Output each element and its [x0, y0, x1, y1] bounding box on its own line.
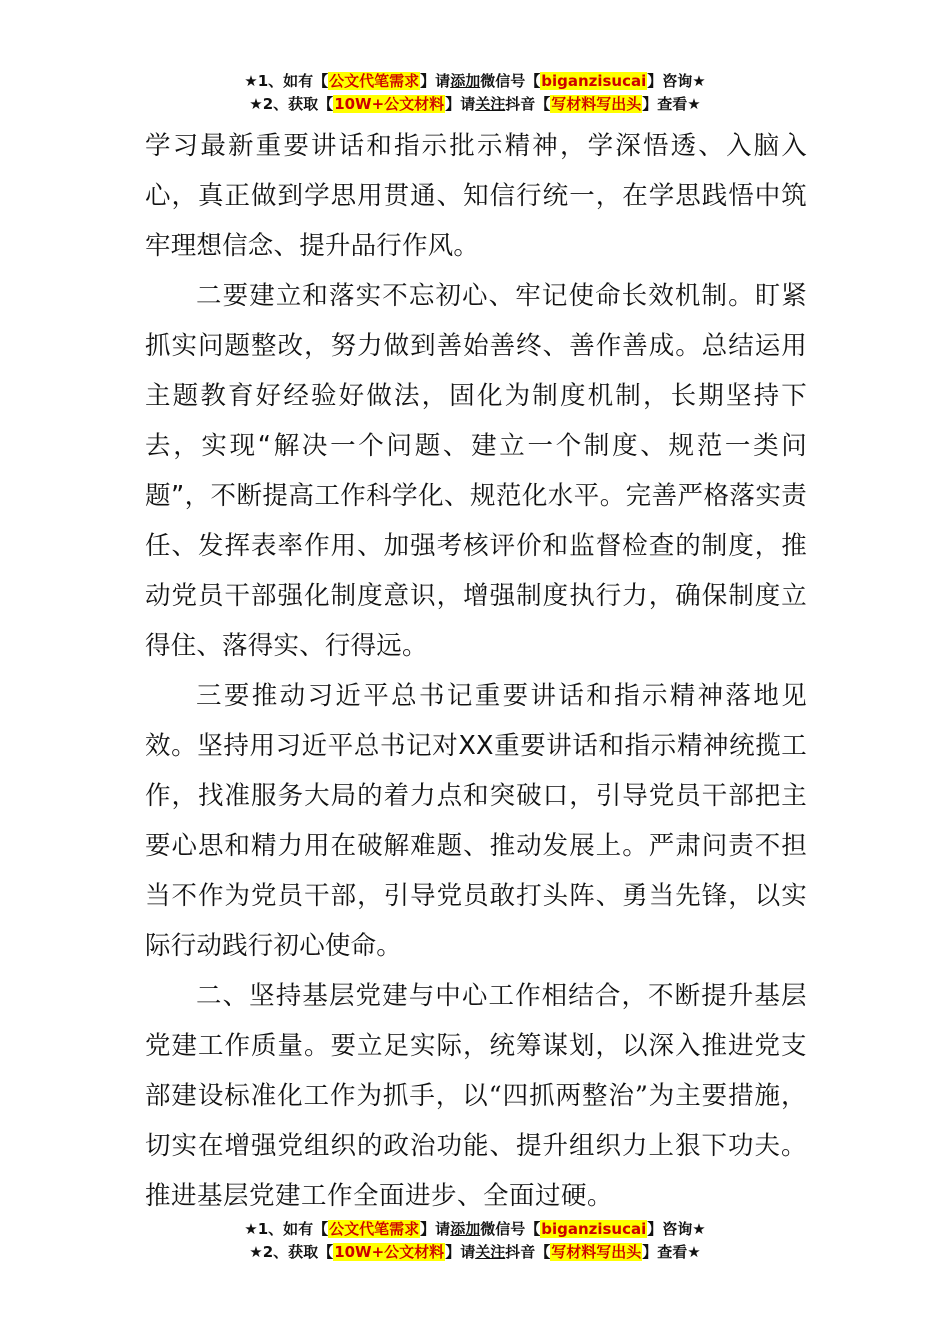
banner-text: 】咨询★ — [647, 1220, 706, 1238]
banner-text: 】请 — [420, 72, 451, 90]
douyin-account: 写材料写出头 — [551, 95, 642, 113]
banner-text: 】查看★ — [642, 1243, 701, 1261]
banner-line-2 — [0, 93, 950, 116]
underlined-text: 关注 — [475, 95, 506, 113]
document-body — [145, 121, 807, 1221]
underlined-text: 添加 — [450, 1220, 481, 1238]
banner-text: 抖音【 — [505, 95, 551, 113]
banner-text: 2、获取【 — [262, 95, 334, 113]
banner-text: 抖音【 — [505, 1243, 551, 1261]
paragraph-continuation: 学习最新重要讲话和指示批示精神，学深悟透、入脑入心，真正做到学思用贯通、知信行统一，在学思践悟中筑牢理想信念、提升品行作风。 — [145, 131, 807, 261]
header-banner — [0, 70, 950, 116]
banner-text: 微信号【 — [480, 1220, 541, 1238]
paragraph-third-requirement: 三要推动习近平总书记重要讲话和指示精神落地见效。坚持用习近平总书记对XX重要讲话和指示精神统揽工作，找准服务大局的着力点和突破口，引导党员干部把主要心思和精力用在破解难题、推动发展上。严肃问责不担当不作为党员干部，引导党员敢打头阵、勇当先锋，以实际行动践行初心使命。 — [145, 681, 807, 961]
banner-text: 1、如有【 — [257, 1220, 329, 1238]
underlined-text: 添加 — [450, 72, 481, 90]
highlight-text: 公文代笔需求 — [329, 1220, 420, 1238]
banner-text: 】请 — [420, 1220, 451, 1238]
banner-text: 】咨询★ — [647, 72, 706, 90]
douyin-account: 写材料写出头 — [551, 1243, 642, 1261]
underlined-text: 关注 — [475, 1243, 506, 1261]
highlight-text: 10W+公文材料 — [334, 1243, 445, 1261]
highlight-text: 公文代笔需求 — [329, 72, 420, 90]
banner-line-2 — [0, 1241, 950, 1264]
footer-banner — [0, 1218, 950, 1264]
wechat-id: biganzisucai — [541, 1220, 647, 1238]
section-heading-paragraph: 二、坚持基层党建与中心工作相结合，不断提升基层党建工作质量。要立足实际，统筹谋划，以深入推进党支部建设标准化工作为抓手，以“四抓两整治”为主要措施，切实在增强党组织的政治功能、提升组织力上狠下功夫。推进基层党建工作全面进步、全面过硬。 — [145, 981, 807, 1211]
banner-text: 2、获取【 — [262, 1243, 334, 1261]
banner-line-1 — [0, 70, 950, 93]
banner-line-1 — [0, 1218, 950, 1241]
star-icon: ★ — [244, 72, 258, 90]
banner-text: 】查看★ — [642, 95, 701, 113]
star-icon: ★ — [249, 95, 263, 113]
highlight-text: 10W+公文材料 — [334, 95, 445, 113]
star-icon: ★ — [244, 1220, 258, 1238]
banner-text: 】请 — [445, 95, 476, 113]
banner-text: 微信号【 — [480, 72, 541, 90]
banner-text: 】请 — [445, 1243, 476, 1261]
wechat-id: biganzisucai — [541, 72, 647, 90]
paragraph-second-requirement: 二要建立和落实不忘初心、牢记使命长效机制。盯紧抓实问题整改，努力做到善始善终、善作善成。总结运用主题教育好经验好做法，固化为制度机制，长期坚持下去，实现“解决一个问题、建立一个制度、规范一类问题”，不断提高工作科学化、规范化水平。完善严格落实责任、发挥表率作用、加强考核评价和监督检查的制度，推动党员干部强化制度意识，增强制度执行力，确保制度立得住、落得实、行得远。 — [145, 281, 807, 661]
star-icon: ★ — [249, 1243, 263, 1261]
banner-text: 1、如有【 — [257, 72, 329, 90]
